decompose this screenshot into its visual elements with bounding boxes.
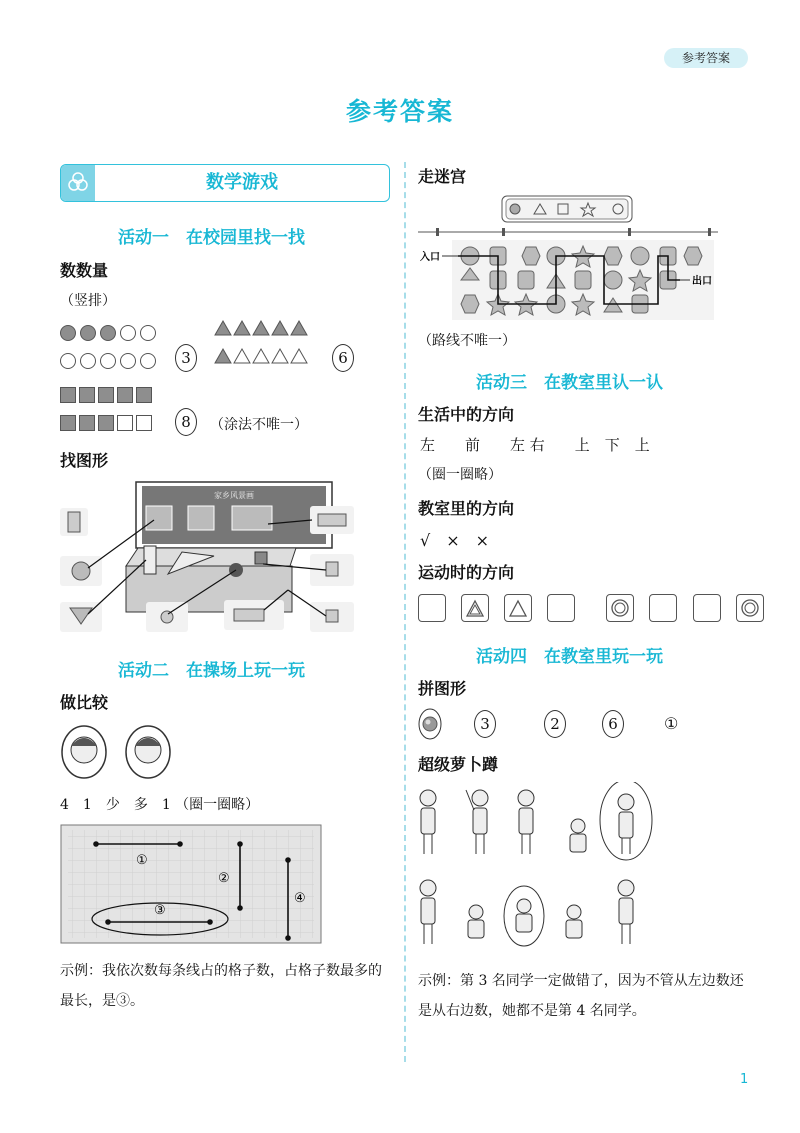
page-title: 参考答案: [345, 97, 454, 126]
life-direction-heading: 生活中的方向: [418, 405, 515, 424]
classroom-direction-answer: √ × ×: [420, 531, 490, 550]
compare-heading: 做比较: [60, 693, 109, 712]
life-direction-answer: 左 前 左 右 上 下 上: [420, 436, 650, 454]
boys-faces: [60, 724, 180, 780]
puzzle-answer-3: 6: [602, 710, 624, 738]
circles-row-1: [60, 322, 160, 341]
grid-label-1: ①: [136, 853, 148, 868]
fill-note: （涂法不唯一）: [210, 417, 308, 433]
triangles-rows: [214, 320, 334, 370]
squat-children-illustration: [412, 782, 662, 952]
classroom-direction-heading: 教室里的方向: [418, 499, 515, 518]
puzzle-answer-4: ①: [664, 714, 679, 733]
grid-label-2: ②: [218, 871, 230, 886]
column-divider: [404, 162, 406, 1062]
puzzle-heading: 拼图形: [418, 679, 467, 698]
circle-note: （圈一圈略）: [418, 467, 502, 483]
maze-exit-label: 出口: [692, 276, 712, 287]
squares-row-2: [60, 412, 155, 431]
grid-example-text: 示例：我依次数每条线占的格子数，占格子数最多的最长，是③。: [60, 963, 382, 1009]
count-note: （竖排）: [60, 293, 116, 309]
grid-label-3: ③: [154, 903, 166, 918]
circles-row-2: [60, 350, 160, 369]
squat-heading: 超级萝卜蹲: [418, 755, 499, 774]
squat-example-text: 示例：第 3 名同学一定做错了，因为不管从左边数还是从右边数，她都不是第 4 名同学。: [418, 973, 744, 1019]
motion-boxes: [418, 594, 774, 622]
count-heading: 数数量: [60, 261, 109, 280]
answer-badge: 参考答案: [664, 48, 748, 68]
puzzle-answer-2: 2: [544, 710, 566, 738]
count-answer-1: 3: [175, 344, 197, 372]
board-title: 家乡风景画: [214, 491, 254, 500]
find-heading: 找图形: [60, 451, 109, 470]
maze-heading: 走迷宫: [418, 167, 467, 186]
grid-label-4: ④: [294, 891, 306, 906]
find-shapes-illustration: [58, 476, 358, 636]
puzzle-answer-1: 3: [474, 710, 496, 738]
route-note: （路线不唯一）: [418, 333, 516, 349]
maze-entry-label: 入口: [420, 252, 440, 263]
compare-answer: 4 1 少 多 1 （圈一圈略）: [60, 797, 260, 813]
line-grid: [60, 824, 322, 944]
activity4-title: 活动四 在教室里玩一玩: [476, 647, 663, 667]
section-banner: [60, 164, 390, 202]
page-number: 1: [740, 1072, 749, 1087]
circles-icon: [61, 165, 95, 201]
motion-direction-heading: 运动时的方向: [418, 563, 515, 582]
activity1-title: 活动一 在校园里找一找: [118, 228, 305, 248]
section-banner-label: 数学游戏: [206, 172, 278, 193]
maze-illustration: [418, 190, 718, 320]
squares-row-1: [60, 384, 155, 403]
puzzle-ball-icon: [418, 708, 442, 740]
count-answer-2: 6: [332, 344, 354, 372]
count-answer-3: 8: [175, 408, 197, 436]
activity3-title: 活动三 在教室里认一认: [476, 373, 663, 393]
activity2-title: 活动二 在操场上玩一玩: [118, 661, 305, 681]
